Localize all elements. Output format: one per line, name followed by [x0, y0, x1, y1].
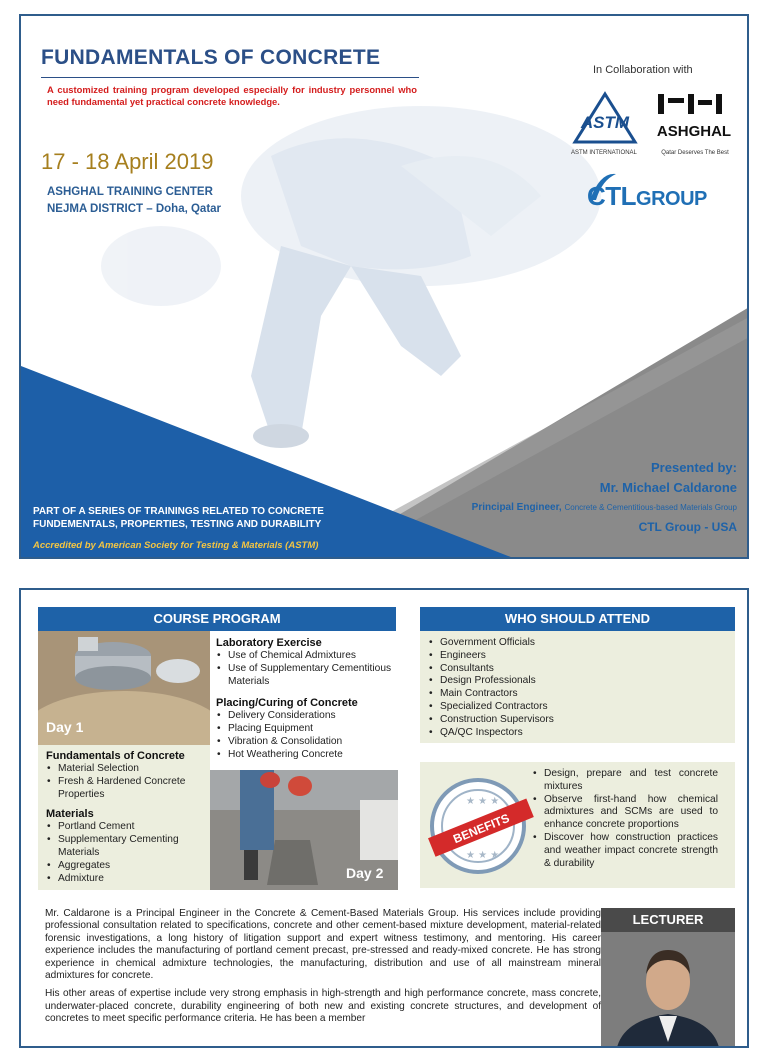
benefits-badge — [426, 774, 534, 876]
day1-label: Day 1 — [46, 719, 84, 735]
list-item: • Discover how construction practices and weather impact concrete strength & durability — [532, 832, 718, 870]
list-item: • QA/QC Inspectors — [428, 727, 735, 740]
presented-by-label: Presented by: — [651, 460, 737, 475]
ashghal-caption: Qatar Deserves The Best — [661, 150, 729, 156]
lecturer-header: LECTURER — [601, 908, 735, 932]
collaboration-label: In Collaboration with — [593, 64, 693, 76]
venue-location: NEJMA DISTRICT – Doha, Qatar — [47, 203, 222, 215]
presenter-organization: CTL Group - USA — [638, 520, 737, 534]
list-item: • Design, prepare and test concrete mixtures — [532, 768, 718, 794]
list-item: • Main Contractors — [428, 688, 735, 701]
day1-panel — [38, 745, 210, 890]
program-page — [19, 588, 749, 1048]
event-date: 17 - 18 April 2019 — [41, 149, 214, 174]
lecturer-photo — [601, 932, 735, 1048]
list-item: • Use of Chemical Admixtures — [216, 650, 398, 663]
who-should-attend-header: WHO SHOULD ATTEND — [420, 607, 735, 631]
lab-title: Laboratory Exercise — [216, 637, 322, 649]
series-note: PART OF A SERIES OF TRAININGS RELATED TO CONCRETE FUNDEMENTALS, PROPERTIES, TESTING AND DURABILITY — [33, 506, 324, 530]
list-item: • Construction Supervisors — [428, 714, 735, 727]
materials-title: Materials — [46, 808, 94, 821]
lecturer-bio — [45, 908, 601, 1032]
list-item: • Delivery Considerations — [216, 710, 398, 723]
presenter-role: Principal Engineer, Concrete & Cementitious-based Materials Group — [471, 502, 737, 513]
list-item: • Observe first-hand how chemical admixtures and SCMs are used to enhance concrete proportions — [532, 794, 718, 832]
list-item: • Consultants — [428, 663, 735, 676]
bio-paragraph: His other areas of expertise include very strong emphasis in high-strength and high performance concrete, mass concrete, underwater-placed concrete, durability engineering of both new and existing concrete structures, and development of concretes to meet specific performance criteria. He has been a member — [45, 988, 601, 1025]
svg-text:ASHGHAL: ASHGHAL — [656, 123, 732, 140]
list-item: • Engineers — [428, 650, 735, 663]
day2-label: Day 2 — [346, 865, 384, 881]
list-item: • Aggregates — [46, 860, 204, 873]
astm-caption: ASTM INTERNATIONAL — [571, 150, 637, 156]
venue — [47, 184, 221, 218]
svg-text:BENEFITS: BENEFITS — [451, 810, 512, 847]
list-item: • Government Officials — [428, 637, 735, 650]
day1-photo — [38, 631, 210, 745]
presenter-name: Mr. Michael Caldarone — [599, 480, 737, 495]
astm-logo — [569, 88, 641, 150]
day2-photo — [210, 770, 398, 890]
cover-page — [19, 14, 749, 559]
svg-text:ASTM: ASTM — [580, 113, 630, 132]
ashghal-logo — [654, 92, 734, 144]
list-item: • Material Selection — [46, 763, 204, 776]
attend-panel — [420, 631, 735, 743]
benefits-list — [532, 768, 718, 870]
ctl-group-logo: CTLGROUP — [587, 181, 707, 211]
venue-name: ASHGHAL TRAINING CENTER — [47, 186, 213, 198]
list-item: • Specialized Contractors — [428, 701, 735, 714]
list-item: • Use of Supplementary Cementitious Materials — [216, 663, 398, 689]
svg-text:★ ★ ★: ★ ★ ★ — [466, 850, 500, 861]
list-item: • Hot Weathering Concrete — [216, 749, 398, 762]
accreditation-note: Accredited by American Society for Testing & Materials (ASTM) — [33, 540, 319, 551]
benefits-panel — [420, 762, 735, 888]
list-item: • Vibration & Consolidation — [216, 736, 398, 749]
list-item: • Fresh & Hardened Concrete Properties — [46, 776, 204, 802]
page-title: FUNDAMENTALS OF CONCRETE — [41, 46, 381, 69]
course-program-header: COURSE PROGRAM — [38, 607, 396, 631]
fundamentals-title: Fundamentals of Concrete — [46, 750, 185, 762]
list-item: • Admixture — [46, 873, 204, 886]
list-item: • Supplementary Cementing Materials — [46, 834, 204, 860]
subtitle: A customized training program developed especially for industry personnel who need fundamental yet practical concrete knowledge. — [47, 84, 417, 107]
list-item: • Portland Cement — [46, 821, 204, 834]
bio-paragraph: Mr. Caldarone is a Principal Engineer in the Concrete & Cement-Based Materials Group. His services include providing professional consultation related to specifications, concrete and other cement-based mixture development, material-related forensic investigations, a long history of litigation support and expert witness testimony, and mentoring. His career experience includes the manufacturing of portland cement precast, pre-stressed and ready-mixed concrete. He has strong experience in chemical admixture technologies, the manufacturing, distribution and use of all mainstream mineral admixtures for concrete. — [45, 908, 601, 982]
list-item: • Design Professionals — [428, 675, 735, 688]
list-item: • Placing Equipment — [216, 723, 398, 736]
placing-title: Placing/Curing of Concrete — [216, 697, 358, 710]
day2-topics — [216, 636, 398, 762]
svg-text:★ ★ ★: ★ ★ ★ — [466, 796, 500, 807]
title-divider — [41, 77, 419, 78]
